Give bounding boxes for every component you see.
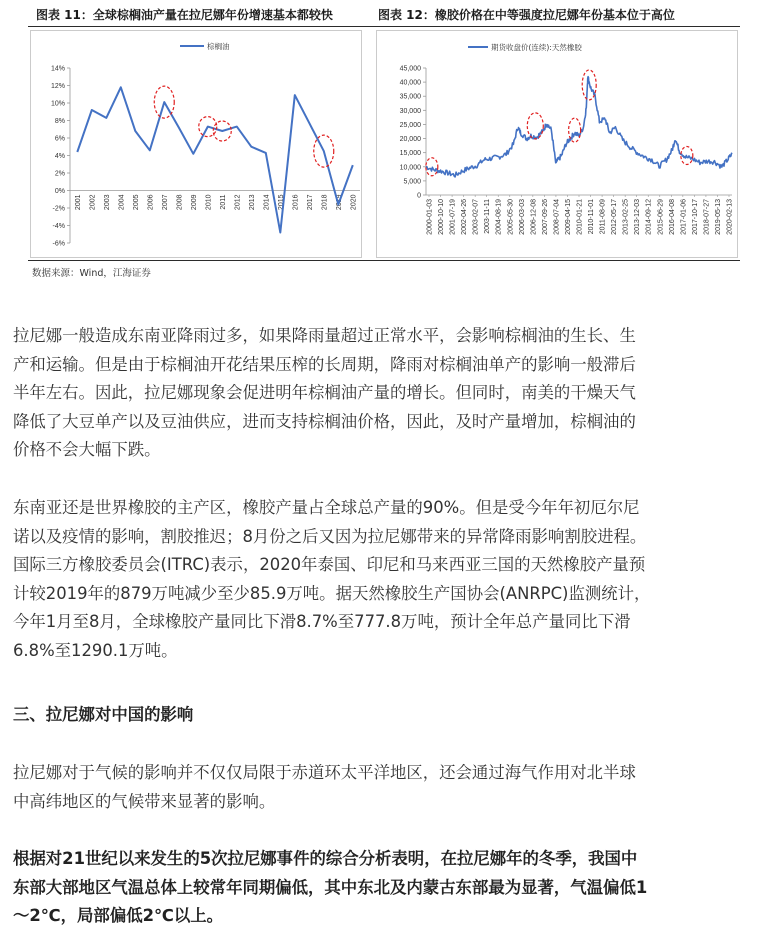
x-tick-label: 2011-08-09 (599, 198, 607, 235)
paragraph-line: 价格不会大幅下跌。 (13, 440, 161, 459)
y-tick-label: 35,000 (399, 93, 421, 101)
x-tick-label: 2001-07-19 (449, 199, 457, 235)
palm-oil-paragraph (13, 322, 758, 465)
x-tick-label: 2013-12-03 (634, 199, 642, 235)
x-tick-label: 2009 (190, 194, 198, 211)
y-tick-label: 15,000 (399, 150, 421, 158)
x-tick-label: 2015-06-29 (657, 199, 665, 235)
figure-top-rule (28, 26, 740, 27)
y-tick-label: 20,000 (399, 136, 421, 144)
x-tick-label: 2019 (335, 194, 343, 211)
paragraph-line: 降低了大豆单产以及豆油供应，进而支持棕榈油价格，因此，及时产量增加，棕榈油的 (13, 411, 636, 431)
rubber-price-chart (376, 30, 738, 258)
x-tick-label: 2016-04-08 (668, 199, 676, 235)
x-tick-label: 2013-02-25 (622, 199, 630, 235)
x-tick-label: 2014-09-12 (645, 199, 653, 235)
x-tick-label: 2012 (234, 194, 242, 211)
paragraph-line: 产和运输。但是由于棕榈油开花结果压榨的长周期，降雨对棕榈油单产的影响一般滞后 (13, 354, 636, 374)
paragraph-line: 诺以及疫情的影响，割胶推迟；8月份之后又因为拉尼娜带来的异常降雨影响割胶进程。 (13, 526, 647, 546)
x-tick-label: 2007 (161, 194, 169, 211)
x-tick-label: 2002-04-26 (461, 199, 469, 235)
y-tick-label: 5,000 (403, 178, 421, 186)
x-tick-label: 2000-01-03 (426, 199, 434, 235)
y-tick-label: 8% (54, 118, 65, 125)
figure-bottom-rule (28, 260, 740, 261)
x-tick-label: 2006-03-03 (518, 199, 526, 235)
winter-temperature-paragraph (13, 845, 758, 931)
y-tick-label: 45,000 (399, 65, 421, 73)
y-tick-label: 10,000 (399, 164, 421, 172)
x-tick-label: 2010-01-21 (576, 199, 584, 235)
x-tick-label: 2009-04-15 (564, 199, 572, 235)
x-tick-label: 2018 (321, 194, 329, 211)
paragraph-line: 国际三方橡胶委员会(ITRC)表示，2020年泰国、印尼和马来西亚三国的天然橡胶产量预 (13, 555, 646, 574)
y-tick-label: -2% (52, 205, 65, 213)
x-tick-label: 2017 (306, 194, 314, 211)
paragraph-line: 今年1月至8月，全球橡胶产量同比下滑8.7%至777.8万吨，预计全年总产量同比下滑 (13, 612, 631, 631)
y-tick-label: 0 (417, 192, 421, 200)
y-tick-label: -6% (52, 240, 65, 248)
climate-impact-paragraph (13, 759, 758, 816)
x-tick-label: 2013 (248, 194, 256, 211)
x-tick-label: 2003 (103, 194, 111, 211)
x-tick-label: 2011 (219, 194, 227, 210)
x-tick-label: 2017-10-17 (691, 199, 699, 235)
x-tick-label: 2020 (350, 194, 358, 211)
paragraph-line: 拉尼娜一般造成东南亚降雨过多，如果降雨量超过正常水平，会影响棕榈油的生长、生 (13, 326, 636, 345)
x-tick-label: 2000-10-10 (438, 199, 446, 235)
y-tick-label: 12% (50, 83, 65, 90)
x-tick-label: 2017-01-06 (680, 199, 688, 235)
y-tick-label: 25,000 (399, 121, 421, 129)
paragraph-line: ～2℃，局部偏低2℃以上。 (13, 906, 224, 925)
x-tick-label: 2016 (292, 194, 300, 211)
paragraph-line: 东南亚还是世界橡胶的主产区，橡胶产量占全球总产量的90%。但是受今年年初厄尔尼 (13, 498, 640, 517)
y-tick-label: 2% (54, 170, 65, 178)
x-tick-label: 2003-11-11 (484, 199, 492, 234)
rubber-price-series-line (426, 77, 732, 177)
x-tick-label: 2015 (277, 194, 285, 211)
paragraph-line: 东部大部地区气温总体上较常年同期偏低，其中东北及内蒙古东部最为显著，气温偏低1 (13, 877, 648, 897)
x-tick-label: 2010-11-01 (588, 199, 596, 235)
x-tick-label: 2007-09-26 (541, 199, 549, 235)
paragraph-line: 6.8%至1290.1万吨。 (13, 640, 178, 660)
figures-row (28, 0, 740, 282)
highlight-circle (569, 118, 581, 142)
y-tick-label: 10% (50, 100, 65, 108)
figure-11-title: 图表 11：全球棕榈油产量在拉尼娜年份增速基本都较快 (36, 8, 333, 22)
y-tick-label: 6% (54, 135, 65, 143)
y-tick-label: 40,000 (399, 79, 421, 87)
x-tick-label: 2012-05-17 (611, 199, 619, 235)
y-tick-label: -4% (52, 223, 65, 230)
y-tick-label: 14% (50, 65, 65, 73)
x-tick-label: 2004-08-19 (495, 199, 503, 235)
x-tick-label: 2005 (132, 194, 140, 211)
legend-label: 期货收盘价(连续):天然橡胶 (491, 43, 582, 52)
x-tick-label: 2005-05-30 (507, 199, 515, 235)
y-tick-label: 4% (54, 153, 65, 160)
y-tick-label: 0% (54, 188, 65, 195)
x-tick-label: 2003-02-07 (472, 199, 480, 235)
x-tick-label: 2010 (205, 194, 213, 211)
x-tick-label: 2002 (89, 194, 97, 211)
rubber-paragraph (13, 494, 758, 665)
paragraph-line: 根据对21世纪以来发生的5次拉尼娜事件的综合分析表明，在拉尼娜年的冬季，我国中 (13, 849, 638, 868)
x-tick-label: 2008-07-04 (553, 199, 561, 235)
legend-label: 棕榈油 (207, 42, 230, 51)
x-tick-label: 2001 (74, 194, 82, 211)
paragraph-line: 拉尼娜对于气候的影响并不仅仅局限于赤道环太平洋地区，还会通过海气作用对北半球 (13, 763, 636, 782)
x-tick-label: 2014 (263, 194, 271, 211)
x-tick-label: 2006-12-08 (530, 199, 538, 235)
x-tick-label: 2004 (118, 194, 126, 211)
x-tick-label: 2006 (147, 194, 155, 211)
paragraph-line: 中高纬地区的气候带来显著的影响。 (13, 791, 276, 811)
y-tick-label: 30,000 (399, 107, 421, 115)
section-heading: 三、拉尼娜对中国的影响 (13, 705, 194, 724)
paragraph-line: 计较2019年的879万吨减少至少85.9万吨。据天然橡胶生产国协会(ANRPC)监测统计， (13, 583, 651, 603)
x-tick-label: 2008 (176, 194, 184, 211)
palm-oil-growth-chart (30, 30, 362, 258)
x-tick-label: 2019-05-13 (714, 199, 722, 235)
paragraph-line: 半年左右。因此，拉尼娜现象会促进明年棕榈油产量的增长。但同时，南美的干燥天气 (13, 383, 636, 402)
x-tick-label: 2020-02-13 (726, 199, 734, 235)
x-tick-label: 2018-07-27 (703, 199, 711, 235)
data-source-note: 数据来源：Wind，江海证券 (32, 268, 151, 279)
highlight-circle (527, 113, 543, 139)
figure-12-title: 图表 12：橡胶价格在中等强度拉尼娜年份基本位于高位 (378, 8, 675, 22)
